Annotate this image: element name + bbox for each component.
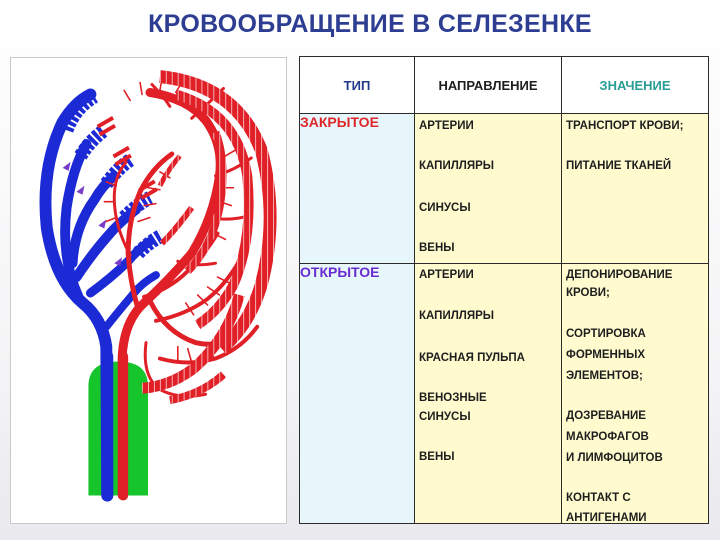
header-row	[300, 57, 709, 114]
open-direction-item: ВЕНОЗНЫЕ	[419, 392, 487, 404]
open-direction-item: ВЕНЫ	[419, 451, 455, 463]
open-row	[300, 264, 709, 524]
spleen-vessel-diagram-icon	[11, 58, 286, 523]
header-direction: НАПРАВЛЕНИЕ	[415, 57, 562, 114]
type-open: ОТКРЫТОЕ	[300, 264, 415, 524]
open-significance-item: ФОРМЕННЫХ	[566, 349, 646, 361]
circulation-table	[299, 56, 709, 524]
open-significance-item: СОРТИРОВКА	[566, 328, 646, 340]
closed-direction-item: АРТЕРИИ	[419, 120, 474, 132]
type-closed: ЗАКРЫТОЕ	[300, 114, 415, 264]
open-direction-item: КРАСНАЯ ПУЛЬПА	[419, 352, 525, 364]
open-significance-item: ДЕПОНИРОВАНИЕ	[566, 269, 673, 281]
open-significance-item: ДОЗРЕВАНИЕ	[566, 410, 646, 422]
open-significance	[562, 264, 709, 524]
closed-direction-item: КАПИЛЛЯРЫ	[419, 160, 495, 172]
open-direction-item: СИНУСЫ	[419, 411, 471, 423]
closed-direction-item: СИНУСЫ	[419, 202, 471, 214]
closed-directions	[415, 114, 562, 264]
closed-row	[300, 114, 709, 264]
open-significance-item: И ЛИМФОЦИТОВ	[566, 452, 663, 464]
closed-significance	[562, 114, 709, 264]
open-significance-item: КРОВИ;	[566, 287, 610, 299]
closed-significance-item: ТРАНСПОРТ КРОВИ;	[566, 120, 684, 132]
open-direction-item: АРТЕРИИ	[419, 269, 474, 281]
open-significance-item: ЭЛЕМЕНТОВ;	[566, 370, 643, 382]
open-significance-item: МАКРОФАГОВ	[566, 431, 649, 443]
open-significance-item: КОНТАКТ С	[566, 492, 631, 504]
closed-significance-item: ПИТАНИЕ ТКАНЕЙ	[566, 160, 672, 172]
closed-direction-item: ВЕНЫ	[419, 242, 455, 254]
page-title: КРОВООБРАЩЕНИЕ В СЕЛЕЗЕНКЕ	[148, 10, 592, 38]
spleen-vessel-illustration	[10, 57, 287, 524]
open-significance-item: АНТИГЕНАМИ	[566, 512, 647, 524]
open-direction-item: КАПИЛЛЯРЫ	[419, 310, 495, 322]
header-type: ТИП	[300, 57, 415, 114]
open-directions	[415, 264, 562, 524]
header-significance: ЗНАЧЕНИЕ	[562, 57, 709, 114]
